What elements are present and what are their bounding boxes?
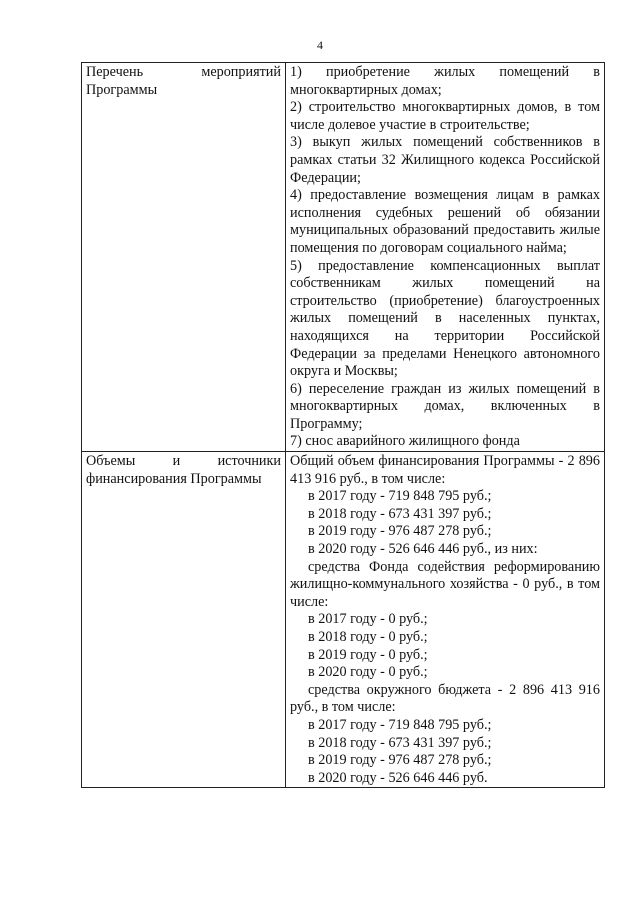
table-row-financing: [82, 452, 605, 788]
total-year-line: в 2019 году - 976 487 278 руб.;: [308, 523, 492, 540]
district-budget-intro: средства окружного бюджета - 2 896 413 916 руб., в том числе:: [290, 681, 600, 716]
district-year-line: в 2020 году - 526 646 446 руб.: [308, 769, 488, 786]
district-year-line: в 2019 году - 976 487 278 руб.;: [308, 752, 492, 769]
total-year-line: в 2020 году - 526 646 446 руб., из них:: [308, 541, 538, 558]
list-item: 3) выкуп жилых помещений собственников в рамках статьи 32 Жилищного кодекса Российской Федерации;: [290, 134, 600, 186]
row-label: Объемы и источники финансирования Программы: [86, 453, 281, 487]
label-cell-financing: [82, 452, 286, 788]
page-number: 4: [317, 38, 323, 52]
fund-year-line: в 2017 году - 0 руб.;: [308, 611, 428, 628]
total-year-line: в 2017 году - 719 848 795 руб.;: [308, 488, 492, 505]
label-cell-activities: [82, 63, 286, 452]
fund-financing-intro: средства Фонда содействия реформированию жилищно-коммунального хозяйства - 0 руб., в том числе:: [290, 558, 600, 610]
row-label: Перечень мероприятий Программы: [86, 64, 281, 98]
list-item: 4) предоставление возмещения лицам в рамках исполнения судебных решений об обязании муниципальных образований предоставить жилые помещения по договорам социального найма;: [290, 187, 600, 256]
total-year-line: в 2018 году - 673 431 397 руб.;: [308, 505, 492, 522]
list-item: 7) снос аварийного жилищного фонда: [290, 433, 520, 450]
table-row-activities: [82, 63, 605, 452]
list-item: 2) строительство многоквартирных домов, в том числе долевое участие в строительстве;: [290, 99, 600, 133]
program-passport-table: [81, 62, 605, 788]
fund-year-line: в 2019 году - 0 руб.;: [308, 646, 428, 663]
total-financing-intro: Общий объем финансирования Программы - 2 896 413 916 руб., в том числе:: [290, 453, 600, 487]
district-year-line: в 2017 году - 719 848 795 руб.;: [308, 716, 492, 733]
fund-year-line: в 2018 году - 0 руб.;: [308, 629, 428, 645]
financing-details: [286, 452, 605, 788]
activities-list: [286, 63, 605, 452]
list-item: 1) приобретение жилых помещений в многоквартирных домах;: [290, 64, 600, 98]
list-item: 6) переселение граждан из жилых помещений в многоквартирных домах, включенных в Программу;: [290, 380, 600, 432]
district-year-line: в 2018 году - 673 431 397 руб.;: [308, 734, 492, 751]
list-item: 5) предоставление компенсационных выплат собственникам жилых помещений на строительство (приобретение) благоустроенных жилых помещений в населенных пунктах, находящихся на территории Российской Федерации за пределами Ненецкого автономного округа и Москвы;: [290, 257, 600, 380]
fund-year-line: в 2020 году - 0 руб.;: [308, 664, 428, 681]
